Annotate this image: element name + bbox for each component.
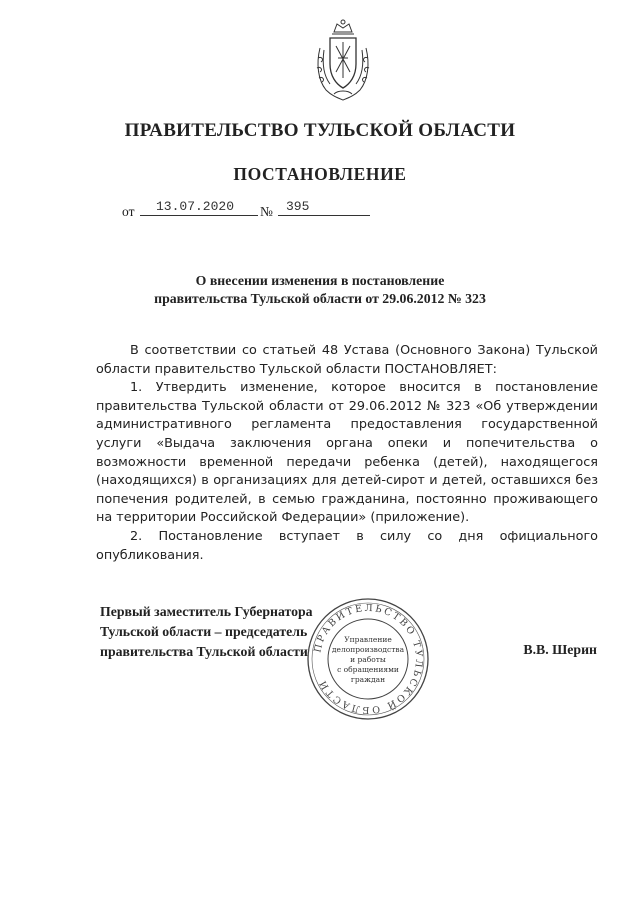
stamp-inner-line-3: и работы <box>350 655 386 664</box>
signer-name: В.В. Шерин <box>523 642 597 657</box>
date-label: от <box>122 204 135 219</box>
signer-title-line-1: Первый заместитель Губернатора <box>100 604 313 619</box>
government-name: ПРАВИТЕЛЬСТВО ТУЛЬСКОЙ ОБЛАСТИ <box>124 120 516 141</box>
document-date: 13.07.2020 <box>140 200 258 216</box>
signer-title-line-2: Тульской области – председатель <box>100 624 308 639</box>
body-paragraph-3: 2. Постановление вступает в силу со дня официального опубликования. <box>96 528 598 563</box>
subject-line-2: правительства Тульской области от 29.06.2012 № 323 <box>154 291 486 306</box>
stamp-inner-line-5: граждан <box>350 675 386 684</box>
number-label: № <box>260 204 273 219</box>
stamp-inner-line-1: Управление <box>344 635 392 644</box>
document-number: 395 <box>278 200 370 216</box>
stamp-inner-line-2: делопроизводства <box>331 645 405 654</box>
tula-coat-of-arms-icon <box>312 18 374 102</box>
signer-title <box>100 602 313 662</box>
stamp-inner-text <box>306 635 430 685</box>
subject-line-1: О внесении изменения в постановление <box>195 273 445 288</box>
document-type: ПОСТАНОВЛЕНИЕ <box>233 164 407 184</box>
document-body <box>96 342 598 565</box>
stamp-ring-text: ПРАВИТЕЛЬСТВО ТУЛЬСКОЙ ОБЛАСТИ <box>312 602 425 716</box>
body-paragraph-1: В соответствии со статьей 48 Устава (Основного Закона) Тульской области правительство Тульской области ПОСТАНОВЛЯЕТ: <box>96 343 598 377</box>
body-paragraph-2: 1. Утвердить изменение, которое вносится в постановление правительства Тульской области от 29.06.2012 № 323 «Об утверждении административного регламента предоставления государственной услуги «Выдача заключения органа опеки и попечительства о возможности временной передачи ребенка (детей), находящегося (находящихся) в организациях для детей-сирот и детей, оставшихся без попечения родителей, в семью гражданина, постоянно проживающего на территории Российской Федерации» (приложение). <box>96 380 598 526</box>
signer-title-line-3: правительства Тульской области <box>100 644 308 659</box>
document-subject <box>0 272 640 308</box>
stamp-inner-line-4: с обращениями <box>337 665 399 674</box>
